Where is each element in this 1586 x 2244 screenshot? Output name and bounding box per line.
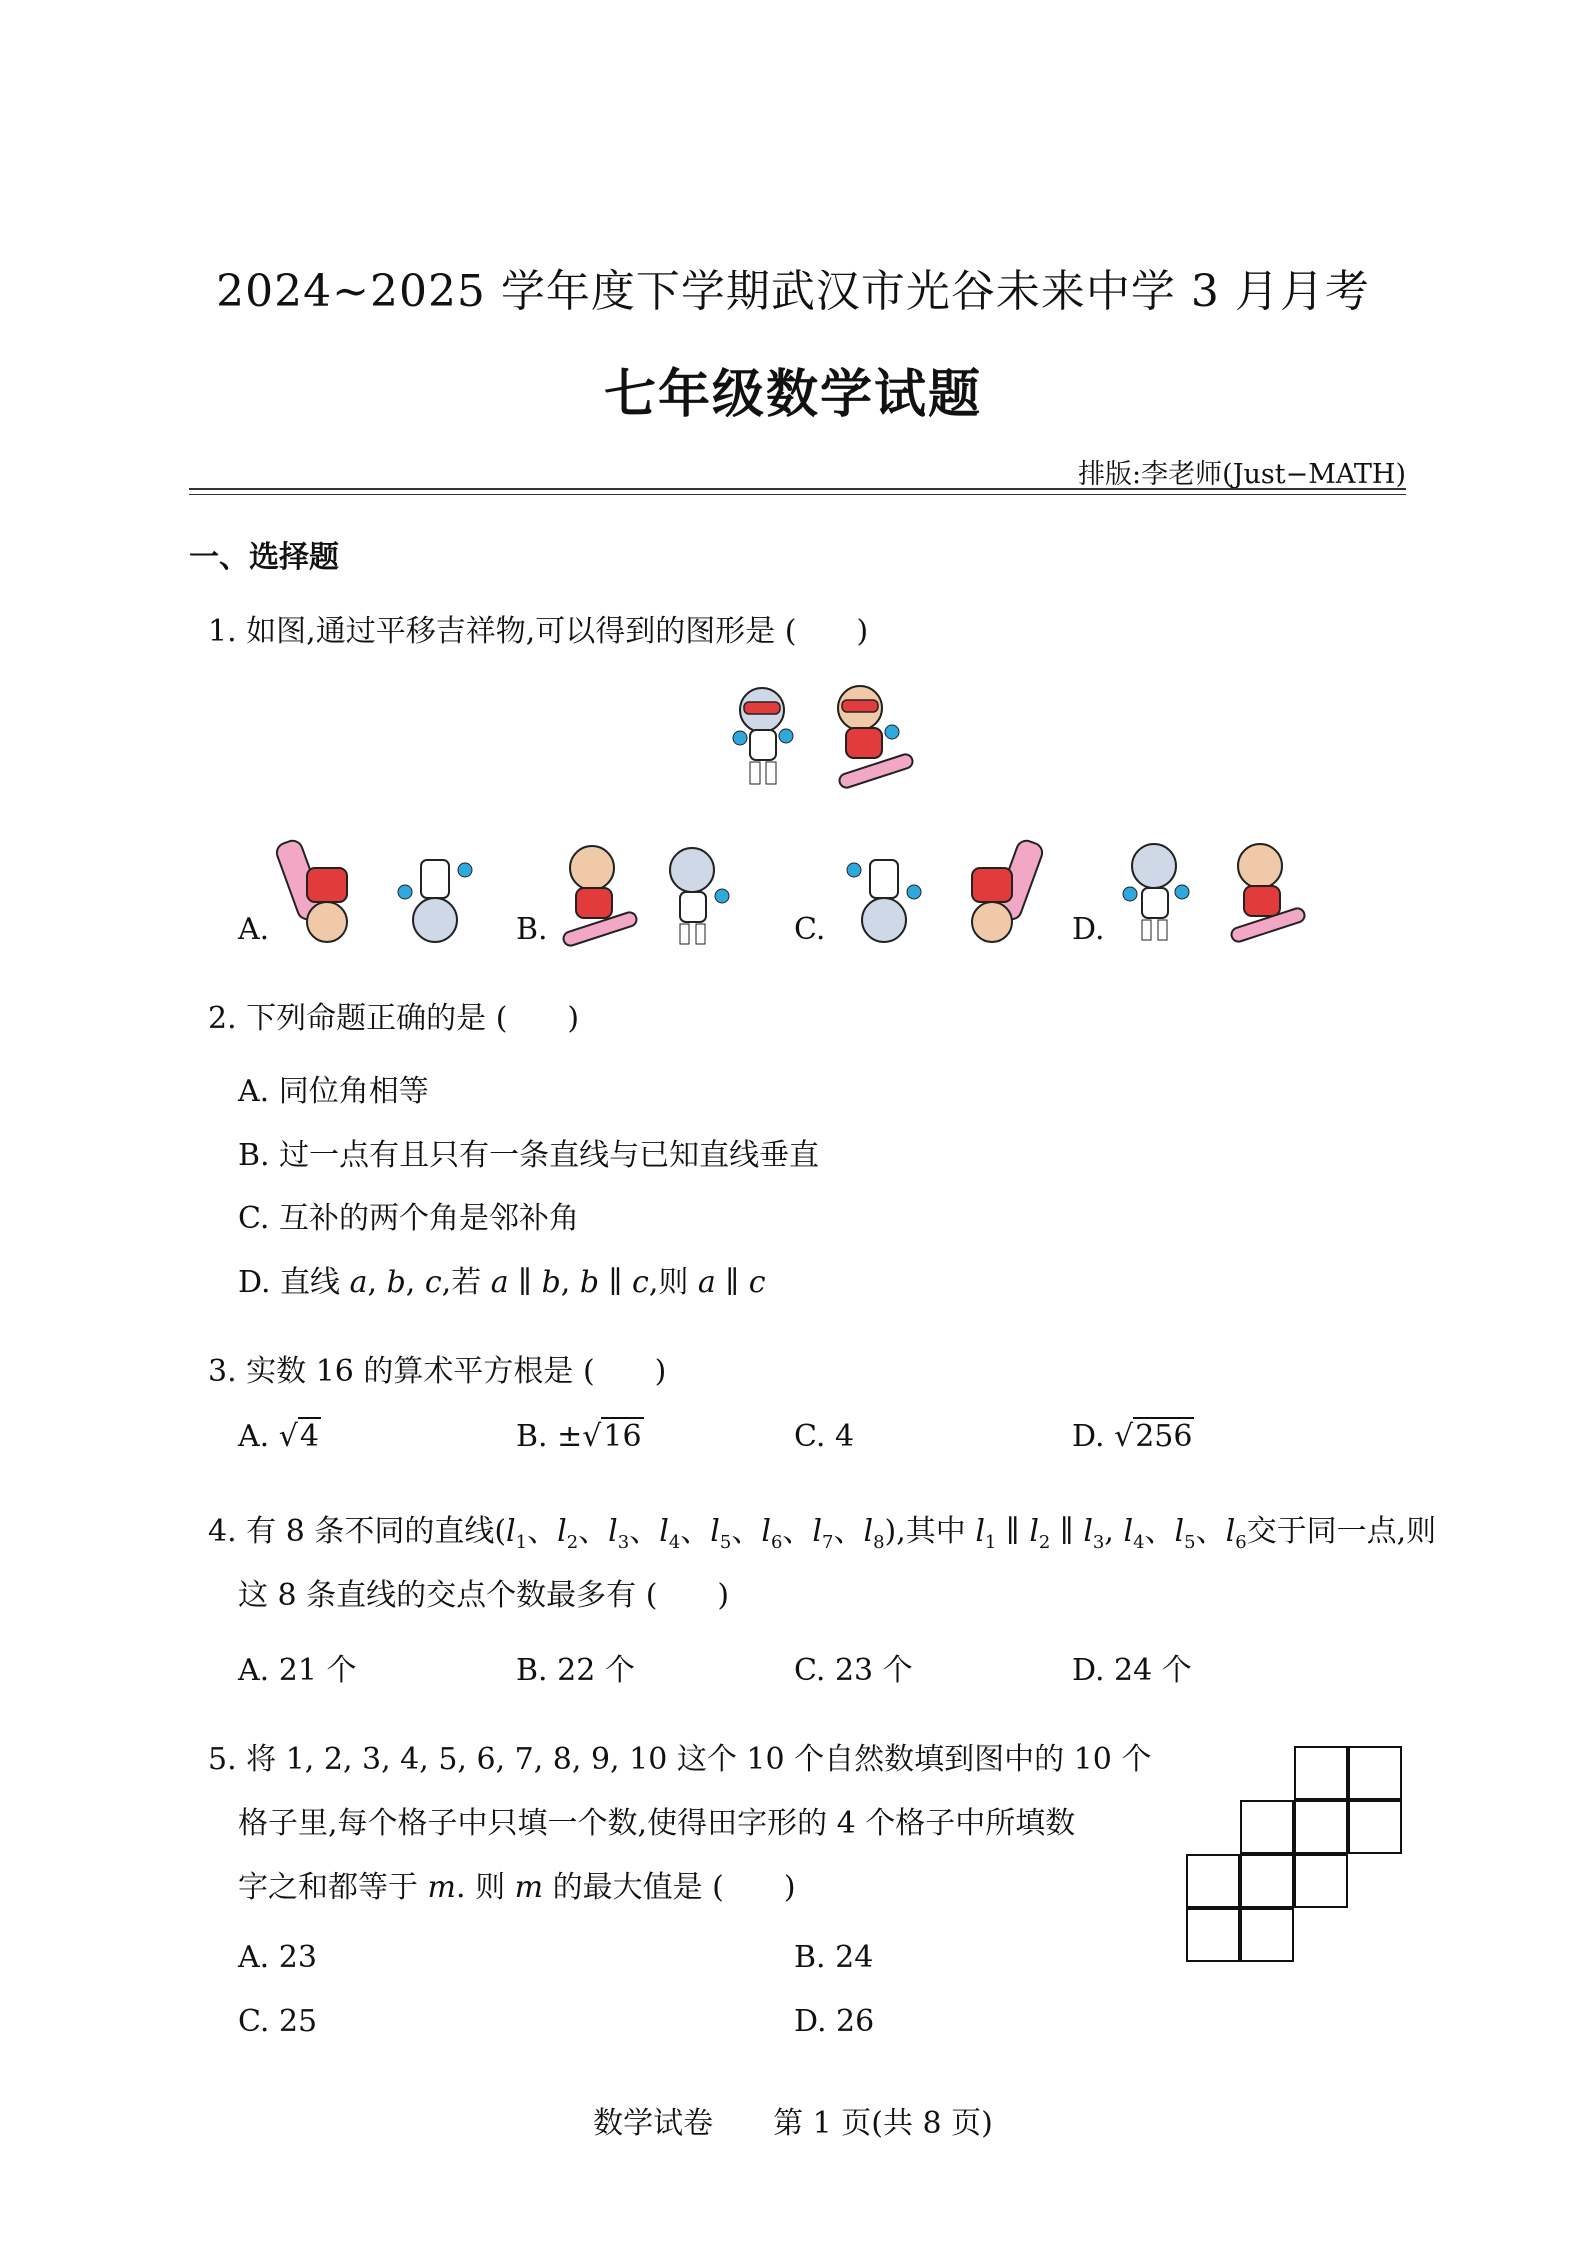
page-footer: 数学试卷 第 1 页(共 8 页) bbox=[593, 2106, 993, 2141]
q2-option-a[interactable]: A. 同位角相等 bbox=[238, 1074, 429, 1109]
grid-cell bbox=[1240, 1800, 1294, 1854]
q1-option-a-mascots-icon bbox=[275, 830, 485, 950]
section-heading: 一、选择题 bbox=[189, 540, 339, 575]
q3-option-b-label: B. ± bbox=[516, 1419, 583, 1454]
q4-option-b[interactable]: B. 22 个 bbox=[516, 1653, 635, 1688]
question-4-stem-line2: 这 8 条直线的交点个数最多有 ( ) bbox=[238, 1578, 730, 1613]
q2-option-c[interactable]: C. 互补的两个角是邻补角 bbox=[238, 1201, 579, 1236]
grid-cell bbox=[1294, 1800, 1348, 1854]
q5-option-a[interactable]: A. 23 bbox=[238, 1940, 317, 1975]
q3-option-b[interactable] bbox=[516, 1419, 644, 1454]
q1-option-b[interactable]: B. bbox=[516, 912, 548, 947]
q1-option-d[interactable]: D. bbox=[1072, 912, 1105, 947]
q3-option-d-label: D. bbox=[1072, 1419, 1115, 1454]
grid-cell bbox=[1186, 1854, 1240, 1908]
q4-stem-a: 4. 有 8 条不同的直线( bbox=[208, 1514, 507, 1549]
q5-stem-3b: . 则 bbox=[456, 1870, 515, 1905]
sqrt-symbol-icon: √256 bbox=[1114, 1419, 1193, 1454]
question-5-stem-line3: 字之和都等于 m. 则 m 的最大值是 ( ) bbox=[238, 1870, 796, 1905]
q3-option-b-radicand: 16 bbox=[603, 1419, 642, 1454]
q2-option-d[interactable]: D. 直线 a, b, c,若 a ∥ b, b ∥ c,则 a ∥ c bbox=[238, 1265, 766, 1300]
q5-stem-3c: 的最大值是 ( ) bbox=[543, 1870, 796, 1905]
q1-option-c[interactable]: C. bbox=[794, 912, 826, 947]
q3-option-a[interactable] bbox=[238, 1419, 321, 1454]
grid-cell bbox=[1348, 1800, 1402, 1854]
exam-subtitle: 七年级数学试题 bbox=[603, 365, 982, 425]
grid-cell bbox=[1294, 1746, 1348, 1800]
grid-cell bbox=[1348, 1746, 1402, 1800]
q2-option-b[interactable]: B. 过一点有且只有一条直线与已知直线垂直 bbox=[238, 1138, 820, 1173]
header-rule bbox=[189, 488, 1406, 490]
q4-option-d[interactable]: D. 24 个 bbox=[1072, 1653, 1192, 1688]
q1-option-d-mascots-icon bbox=[1110, 836, 1310, 946]
q5-option-c[interactable]: C. 25 bbox=[238, 2004, 318, 2039]
question-5-stem-line2: 格子里,每个格子中只填一个数,使得田字形的 4 个格子中所填数 bbox=[238, 1806, 1076, 1841]
q2-option-d-then: ,则 bbox=[648, 1265, 698, 1300]
question-1-stem: 1. 如图,通过平移吉祥物,可以得到的图形是 ( ) bbox=[208, 614, 869, 649]
q4-stem-c: 交于同一点,则 bbox=[1246, 1514, 1437, 1549]
grid-cell bbox=[1240, 1854, 1294, 1908]
sqrt-symbol-icon: √4 bbox=[278, 1419, 319, 1454]
q1-option-c-mascots-icon bbox=[834, 830, 1044, 950]
header-rule-thin bbox=[189, 494, 1406, 495]
question-4-stem: 4. 有 8 条不同的直线($l_1$、$l_2$、$l_3$、$l_4$、$l_5$、$l_6$、$l_7$、$l_8$),其中 $l_1$ ∥ $l_2$ ∥ $l_3$, $l_4$、$l_5$、$l_6$交于同一点,则 bbox=[208, 1514, 1437, 1553]
q3-option-c[interactable]: C. 4 bbox=[794, 1419, 855, 1454]
q5-option-b[interactable]: B. 24 bbox=[794, 1940, 874, 1975]
q4-option-c[interactable]: C. 23 个 bbox=[794, 1653, 913, 1688]
grid-cell bbox=[1240, 1908, 1294, 1962]
q3-option-a-radicand: 4 bbox=[299, 1419, 319, 1454]
sqrt-symbol-icon: √16 bbox=[582, 1419, 642, 1454]
q1-option-b-mascots-icon bbox=[552, 840, 752, 950]
question-3-stem: 3. 实数 16 的算术平方根是 ( ) bbox=[208, 1354, 667, 1389]
grid-cell bbox=[1294, 1854, 1348, 1908]
q1-option-a[interactable]: A. bbox=[238, 912, 270, 947]
exam-title: 2024~2025 学年度下学期武汉市光谷未来中学 3 月月考 bbox=[216, 266, 1370, 317]
q3-option-d[interactable] bbox=[1072, 1419, 1194, 1454]
q3-option-a-label: A. bbox=[238, 1419, 279, 1454]
mascot-pair-icon bbox=[720, 680, 920, 790]
q2-option-d-mid: ,若 bbox=[441, 1265, 491, 1300]
q4-option-a[interactable]: A. 21 个 bbox=[238, 1653, 357, 1688]
q4-stem-b: ),其中 bbox=[884, 1514, 976, 1549]
question-2-stem: 2. 下列命题正确的是 ( ) bbox=[208, 1001, 580, 1036]
q5-stem-3a: 字之和都等于 bbox=[238, 1870, 428, 1905]
q3-option-d-radicand: 256 bbox=[1135, 1419, 1193, 1454]
question-5-stem-line1: 5. 将 1, 2, 3, 4, 5, 6, 7, 8, 9, 10 这个 10 个自然数填到图中的 10 个 bbox=[208, 1742, 1152, 1777]
grid-cell bbox=[1186, 1908, 1240, 1962]
q5-option-d[interactable]: D. 26 bbox=[794, 2004, 875, 2039]
q2-option-d-prefix: D. 直线 bbox=[238, 1265, 350, 1300]
editor-credit: 排版:李老师(Just−MATH) bbox=[1078, 459, 1406, 490]
